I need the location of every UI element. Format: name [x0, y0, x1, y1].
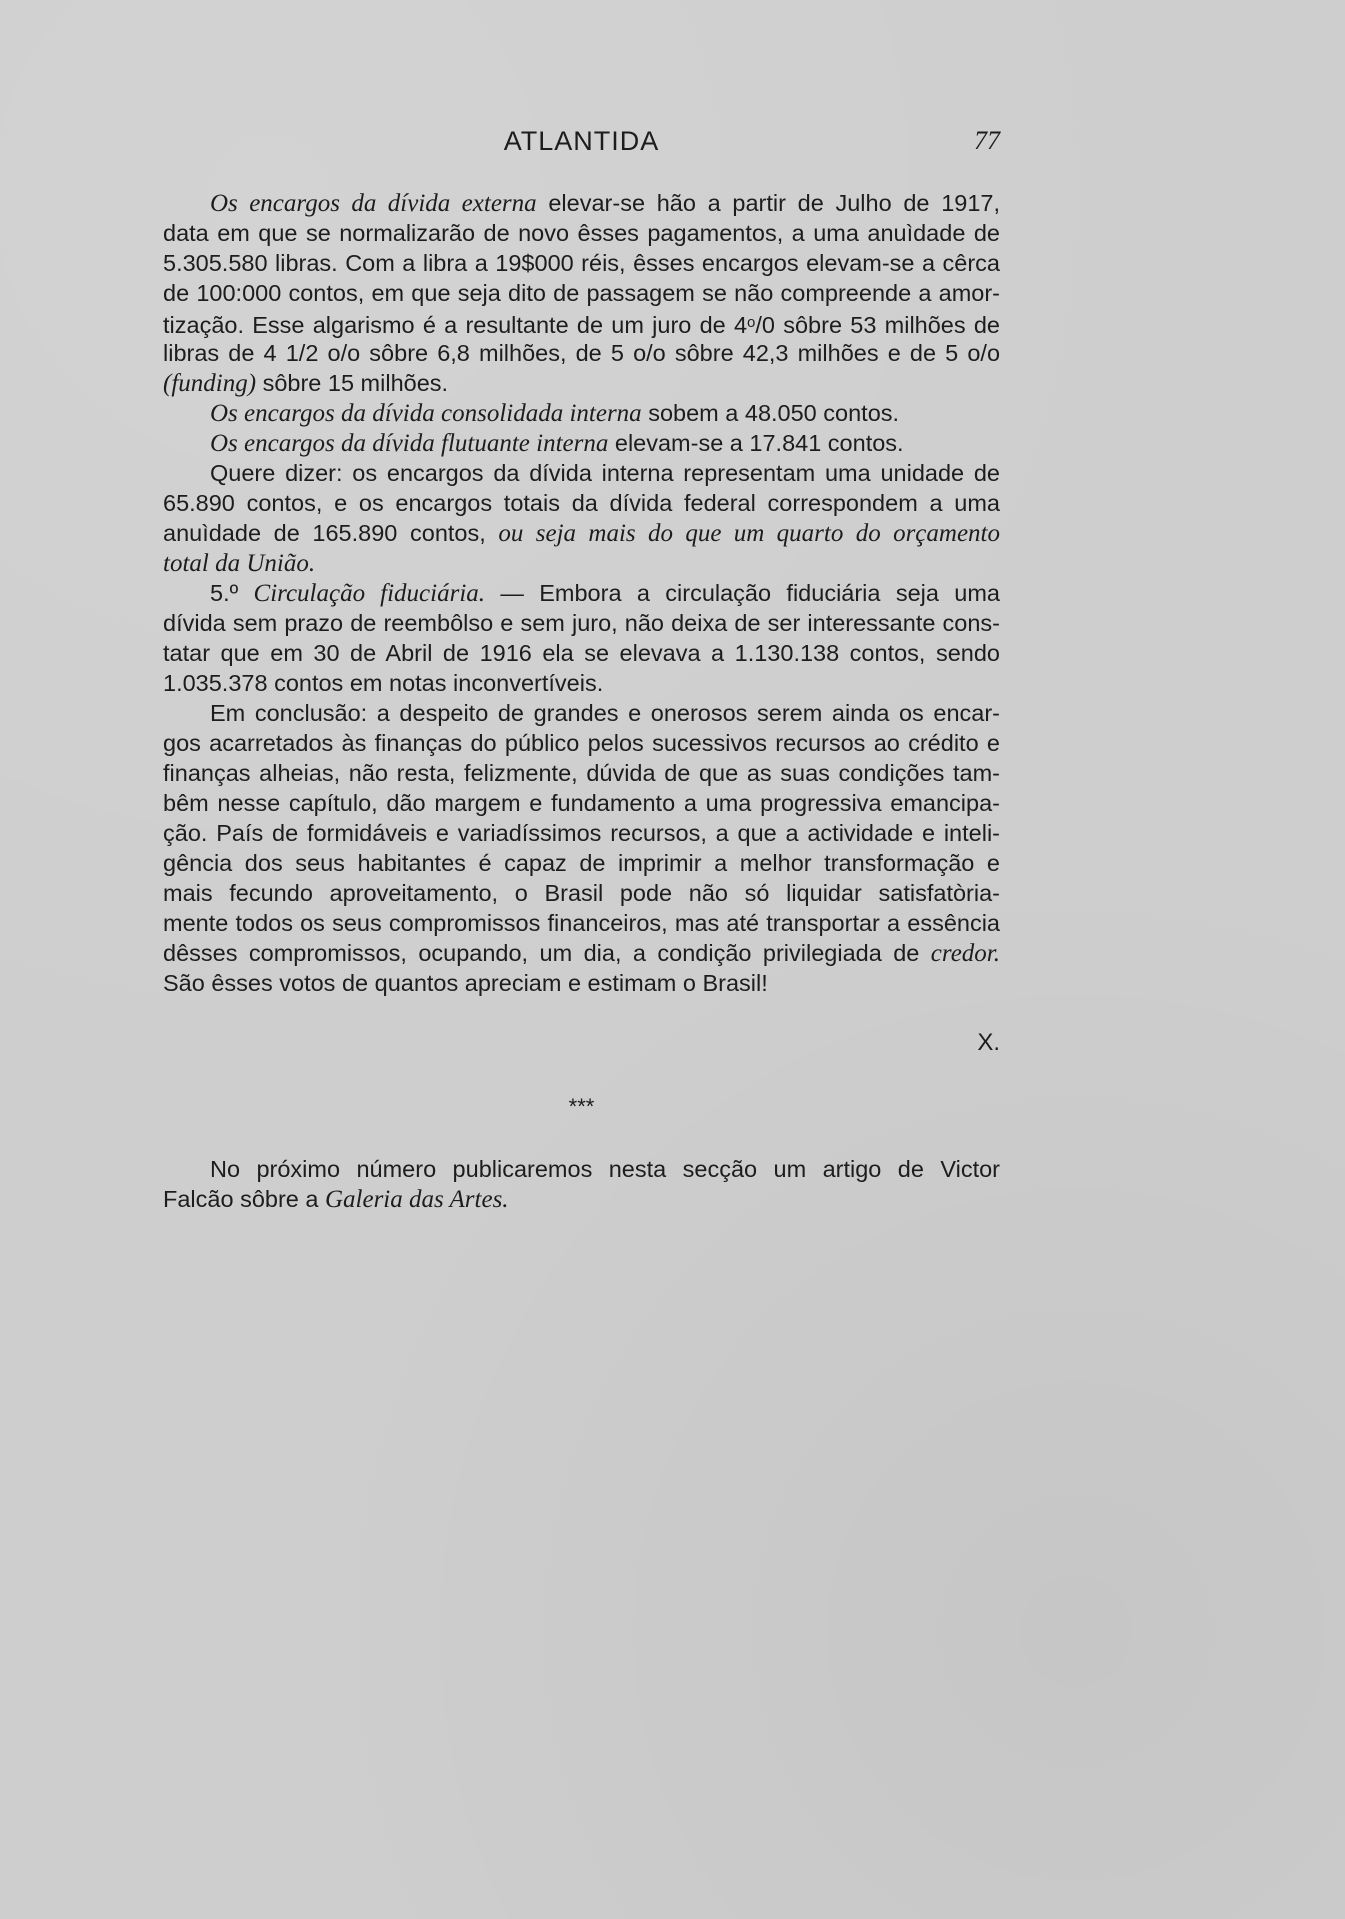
paragraph-conclusao-line: Em conclusão: a despeito de grandes e onerosos serem ainda os encar- — [210, 700, 1000, 726]
percent-sign-zero: 0 — [761, 312, 775, 338]
paragraph-conclusao-line: São êsses votos de quantos apreciam e estimam o Brasil! — [163, 970, 768, 996]
paragraph-consolidada-line — [163, 398, 1000, 428]
text-span: sôbre 42,3 milhões e de 5 — [665, 340, 968, 366]
paragraph-divida-externa-line — [163, 338, 1000, 368]
paragraph-divida-externa-line: data em que se normalizarão de novo êsses pagamentos, a uma anuìdade de — [163, 220, 1000, 246]
text-span: — Embora a circulação fiduciária seja uma — [485, 580, 1000, 606]
percent-sign-slash: / — [755, 312, 762, 338]
paragraph-divida-externa-line: de 100:000 contos, em que seja dito de passagem se não compreende a amor- — [163, 280, 1000, 306]
paragraph-quere-dizer-line: Quere dizer: os encargos da dívida interna representam uma unidade de — [210, 460, 1000, 486]
text-span — [318, 340, 327, 366]
text-span: libras de 4 — [163, 340, 286, 366]
italic-emphasis: total da União. — [163, 550, 316, 577]
page-number: 77 — [974, 126, 1000, 155]
paragraph-quere-dizer-line: 65.890 contos, e os encargos totais da dívida federal correspondem a uma — [163, 490, 1000, 516]
paragraph-conclusao-line — [163, 938, 1000, 968]
text-span: anuìdade de 165.890 contos, — [163, 520, 499, 546]
italic-title: Galeria das Artes. — [324, 1186, 509, 1213]
paragraph-conclusao-line: gência dos seus habitantes é capaz de imprimir a melhor transformação e — [163, 850, 1000, 876]
italic-term: (funding) — [163, 370, 257, 397]
page-header — [163, 126, 1000, 162]
paragraph-conclusao-line: mais fecundo aproveitamento, o Brasil pode não só liquidar satisfatòria- — [163, 880, 1000, 906]
paragraph-flutuante-line — [163, 428, 1000, 458]
italic-heading: Os encargos da dívida consolidada interna — [210, 400, 642, 427]
paragraph-conclusao-line: ção. País de formidáveis e variadíssimos recursos, a que a actividade e inteli- — [163, 820, 1000, 846]
article-body — [163, 188, 1000, 1214]
italic-emphasis: credor. — [930, 940, 1000, 967]
paragraph-circulacao-line: tatar que em 30 de Abril de 1916 ela se elevava a 1.130.138 contos, sendo — [163, 640, 1000, 666]
paragraph-quere-dizer-line — [163, 518, 1000, 548]
text-span: Falcão sôbre a — [163, 1186, 325, 1212]
text-span: sôbre 6,8 milhões, de 5 — [360, 340, 634, 366]
text-span: elevar-se hão a partir de Julho de 1917, — [536, 190, 1000, 216]
paragraph-circulacao-line: 1.035.378 contos em notas inconvertíveis. — [163, 670, 604, 696]
running-title: ATLANTIDA — [503, 126, 660, 156]
asterism-separator: *** — [568, 1094, 595, 1119]
paragraph-divida-externa-line — [163, 368, 1000, 398]
paragraph-proximo-line: No próximo número publicaremos nesta secção um artigo de Victor — [210, 1156, 1000, 1182]
italic-heading: Circulação fiduciária. — [253, 580, 486, 607]
paragraph-conclusao-line: gos acarretados às finanças do público pelos sucessivos recursos ao crédito e — [163, 730, 1000, 756]
author-signature: X. — [977, 1029, 1000, 1056]
paragraph-divida-externa-line — [163, 308, 1000, 338]
italic-heading: Os encargos da dívida externa — [210, 190, 537, 217]
italic-heading: Os encargos da dívida flutuante interna — [210, 430, 609, 457]
spacer — [163, 998, 1000, 1028]
percent-sign: o/o — [327, 340, 361, 366]
paragraph-conclusao-line: mente todos os seus compromissos financeiros, mas até transportar a essência — [163, 910, 1000, 936]
text-span: 5.º — [210, 580, 254, 606]
percent-sign-superscript: o — [747, 314, 756, 331]
paragraph-conclusao-line: bêm nesse capítulo, dão margem e fundamento a uma progressiva emancipa- — [163, 790, 1000, 816]
percent-sign: o/o — [633, 340, 666, 366]
text-span: tização. Esse algarismo é a resultante de um juro de 4 — [163, 312, 748, 338]
italic-emphasis: ou seja mais do que um quarto do orçamento — [498, 520, 1000, 547]
paragraph-divida-externa-line — [163, 188, 1000, 218]
text-span: dêsses compromissos, ocupando, um dia, a condição privilegiada de — [163, 940, 931, 966]
text-span: elevam-se a 17.841 contos. — [608, 430, 904, 456]
paragraph-conclusao-line: finanças alheias, não resta, felizmente, dúvida de que as suas condições tam- — [163, 760, 1000, 786]
text-span: sobem a 48.050 contos. — [641, 400, 900, 426]
paragraph-quere-dizer-line — [163, 548, 1000, 578]
text-span: sôbre 15 milhões. — [256, 370, 449, 396]
paragraph-circulacao-line — [163, 578, 1000, 608]
percent-sign: o/o — [967, 340, 1001, 366]
paragraph-divida-externa-line: 5.305.580 libras. Com a libra a 19$000 réis, êsses encargos elevam-se a cêrca — [163, 250, 1000, 276]
fraction-half: 1/2 — [285, 340, 319, 366]
paragraph-proximo-line — [163, 1184, 1000, 1214]
text-span: sôbre 53 milhões de — [775, 312, 1001, 338]
paragraph-circulacao-line: dívida sem prazo de reembôlso e sem juro, não deixa de ser interessante cons- — [163, 610, 1000, 636]
